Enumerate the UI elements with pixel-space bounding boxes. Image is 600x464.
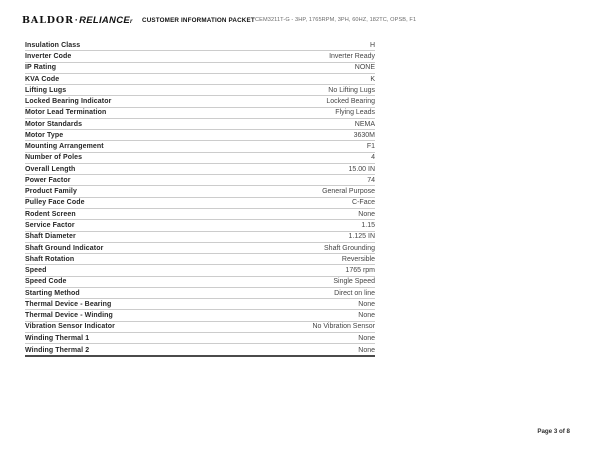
spec-label: Shaft Diameter	[25, 233, 76, 241]
table-row	[25, 299, 375, 310]
spec-label: Inverter Code	[25, 53, 72, 61]
spec-label: Shaft Ground Indicator	[25, 244, 104, 252]
product-description: CEM3211T-G - 3HP, 1765RPM, 3PH, 60HZ, 182TC, OPSB, F1	[255, 16, 417, 23]
table-row	[25, 288, 375, 299]
spec-label: Thermal Device - Bearing	[25, 300, 112, 308]
spec-table	[25, 40, 375, 357]
spec-label: Speed Code	[25, 278, 67, 286]
table-row	[25, 265, 375, 276]
spec-value: Single Speed	[333, 278, 375, 286]
table-row	[25, 220, 375, 231]
spec-value: 4	[371, 154, 375, 162]
table-row	[25, 74, 375, 85]
table-row	[25, 108, 375, 119]
spec-label: Starting Method	[25, 289, 80, 297]
table-row	[25, 96, 375, 107]
table-row	[25, 119, 375, 130]
brand-reliance-text: RELIANCE	[79, 15, 131, 26]
spec-label: Product Family	[25, 188, 77, 196]
table-row	[25, 40, 375, 51]
spec-label: Overall Length	[25, 165, 76, 173]
table-row	[25, 322, 375, 333]
table-row	[25, 85, 375, 96]
spec-label: Insulation Class	[25, 41, 81, 49]
spec-value: Inverter Ready	[329, 53, 375, 61]
spec-label: Motor Lead Termination	[25, 109, 107, 117]
spec-label: Mounting Arrangement	[25, 143, 104, 151]
spec-value: Reversible	[341, 255, 375, 263]
spec-value: No Vibration Sensor	[312, 323, 375, 331]
spec-label: Winding Thermal 1	[25, 334, 90, 342]
table-row	[25, 333, 375, 344]
spec-label: Rodent Screen	[25, 210, 76, 218]
spec-value: 15.00 IN	[348, 165, 375, 173]
spec-value: None	[358, 300, 375, 308]
spec-label: Vibration Sensor Indicator	[25, 323, 115, 331]
spec-label: IP Rating	[25, 64, 57, 72]
spec-value: K	[370, 75, 375, 83]
table-row	[25, 277, 375, 288]
table-row	[25, 51, 375, 62]
spec-label: Locked Bearing Indicator	[25, 98, 112, 106]
spec-value: H	[369, 41, 375, 49]
spec-label: Shaft Rotation	[25, 255, 75, 263]
brand-logo	[22, 13, 132, 28]
document-title: CUSTOMER INFORMATION PACKET	[142, 16, 255, 24]
spec-value: NONE	[354, 64, 375, 72]
spec-value: 3630M	[353, 131, 375, 139]
table-row	[25, 153, 375, 164]
spec-label: Winding Thermal 2	[25, 346, 90, 354]
spec-label: KVA Code	[25, 75, 60, 83]
spec-value: C-Face	[352, 199, 375, 207]
spec-label: Motor Type	[25, 131, 64, 139]
table-row	[25, 141, 375, 152]
table-row	[25, 63, 375, 74]
spec-value: General Purpose	[322, 188, 375, 196]
spec-value: 1.15	[361, 222, 375, 230]
brand-baldor-text: BALDOR	[22, 15, 74, 26]
spec-label: Service Factor	[25, 222, 75, 230]
spec-value: NEMA	[354, 120, 375, 128]
spec-label: Lifting Lugs	[25, 86, 67, 94]
spec-value: F1	[366, 143, 375, 151]
spec-label: Thermal Device - Winding	[25, 312, 113, 320]
brand-separator-dot: ·	[74, 15, 79, 26]
table-row	[25, 209, 375, 220]
table-row	[25, 130, 375, 141]
table-row	[25, 232, 375, 243]
spec-value: None	[358, 346, 375, 354]
spec-value: No Lifting Lugs	[328, 86, 375, 94]
brand-trademark-mark: r	[130, 19, 133, 25]
spec-label: Motor Standards	[25, 120, 83, 128]
spec-value: 1.125 IN	[348, 233, 375, 241]
table-row	[25, 186, 375, 197]
spec-label: Pulley Face Code	[25, 199, 85, 207]
spec-value: None	[358, 334, 375, 342]
spec-value: Flying Leads	[335, 109, 375, 117]
spec-value: None	[358, 312, 375, 320]
spec-value: Shaft Grounding	[324, 244, 375, 252]
spec-table-body	[25, 40, 375, 355]
spec-value: Direct on line	[334, 289, 375, 297]
table-row	[25, 175, 375, 186]
table-row	[25, 254, 375, 265]
spec-label: Speed	[25, 267, 47, 275]
spec-value: 74	[367, 176, 375, 184]
table-row	[25, 198, 375, 209]
spec-label: Number of Poles	[25, 154, 83, 162]
page-indicator: Page 3 of 8	[537, 428, 570, 435]
table-row	[25, 243, 375, 254]
spec-label: Power Factor	[25, 176, 71, 184]
spec-value: None	[358, 210, 375, 218]
table-row	[25, 344, 375, 355]
spec-value: 1765 rpm	[345, 267, 375, 275]
spec-value: Locked Bearing	[326, 98, 375, 106]
table-row	[25, 310, 375, 321]
table-row	[25, 164, 375, 175]
